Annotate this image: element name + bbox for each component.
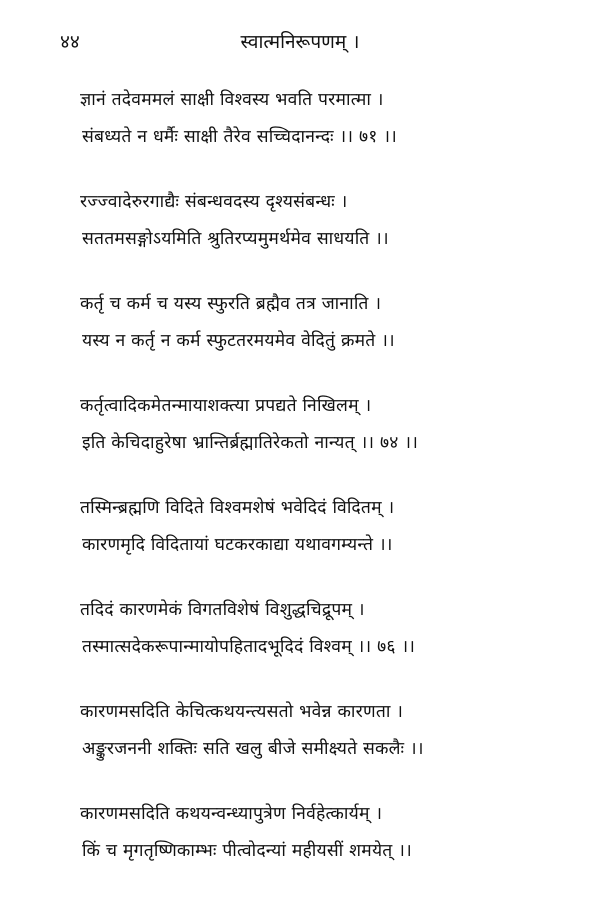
verse-line: संबध्यते न धर्मैः साक्षी तैरेव सच्चिदानन्दः ।। ७१ ।। [82,127,397,147]
verse-line: कर्तृत्वादिकमेतन्मायाशक्त्या प्रपद्यते निखिलम् । [80,396,372,416]
verse-75 [80,490,550,564]
verse-74 [80,388,550,462]
verse-line: कारणमृदि विदितायां घटकरकाद्या यथावगम्यन्ते ।। [82,535,393,555]
verse-line: अङ्कुरजननी शक्तिः सति खलु बीजे समीक्ष्यते सकलैः ।। [82,739,424,759]
verse-line: रज्ज्वादेरुरगाद्यैः संबन्धवदस्य दृश्यसंबन्धः । [80,192,348,212]
verse-line: यस्य न कर्तृ न कर्म स्फुटतरमयमेव वेदितुं क्रमते ।। [82,331,395,351]
verse-78 [80,796,550,870]
page-header [0,28,600,58]
verse-line: किं च मृगतृष्णिकाम्भः पीत्वोदन्यां महीयसीं शमयेत् ।। [82,841,412,861]
verse-line: कारणमसदिति कथयन्वन्ध्यापुत्रेण निर्वहेत्कार्यम् । [80,804,383,824]
verse-line: तदिदं कारणमेकं विगतविशेषं विशुद्धचिद्रूपम् । [80,600,365,620]
verse-77 [80,694,550,768]
running-title: स्वात्मनिरूपणम् । [240,31,360,53]
verse-line: सततमसङ्गोऽयमिति श्रुतिरप्यमुमर्थमेव साधयति ।। [82,229,389,249]
verse-71 [80,82,550,156]
verse-line: तस्मिन्ब्रह्मणि विदिते विश्वमशेषं भवेदिदं विदितम् । [80,498,395,518]
verse-line: कर्तृ च कर्म च यस्य स्फुरति ब्रह्मैव तत्र जानाति । [80,294,382,314]
verse-line: ज्ञानं तदेवममलं साक्षी विश्वस्य भवति परमात्मा । [80,90,384,110]
verse-list [80,82,550,898]
verse-73 [80,286,550,360]
page-number: ४४ [60,31,80,53]
verse-line: कारणमसदिति केचित्कथयन्त्यसतो भवेन्न कारणता । [80,702,404,722]
verse-line: इति केचिदाहुरेषा भ्रान्तिर्ब्रह्मातिरेकतो नान्यत् ।। ७४ ।। [82,433,419,453]
verse-76 [80,592,550,666]
verse-72 [80,184,550,258]
verse-line: तस्मात्सदेकरूपान्मायोपहितादभूदिदं विश्वम् ।। ७६ ।। [82,637,416,657]
